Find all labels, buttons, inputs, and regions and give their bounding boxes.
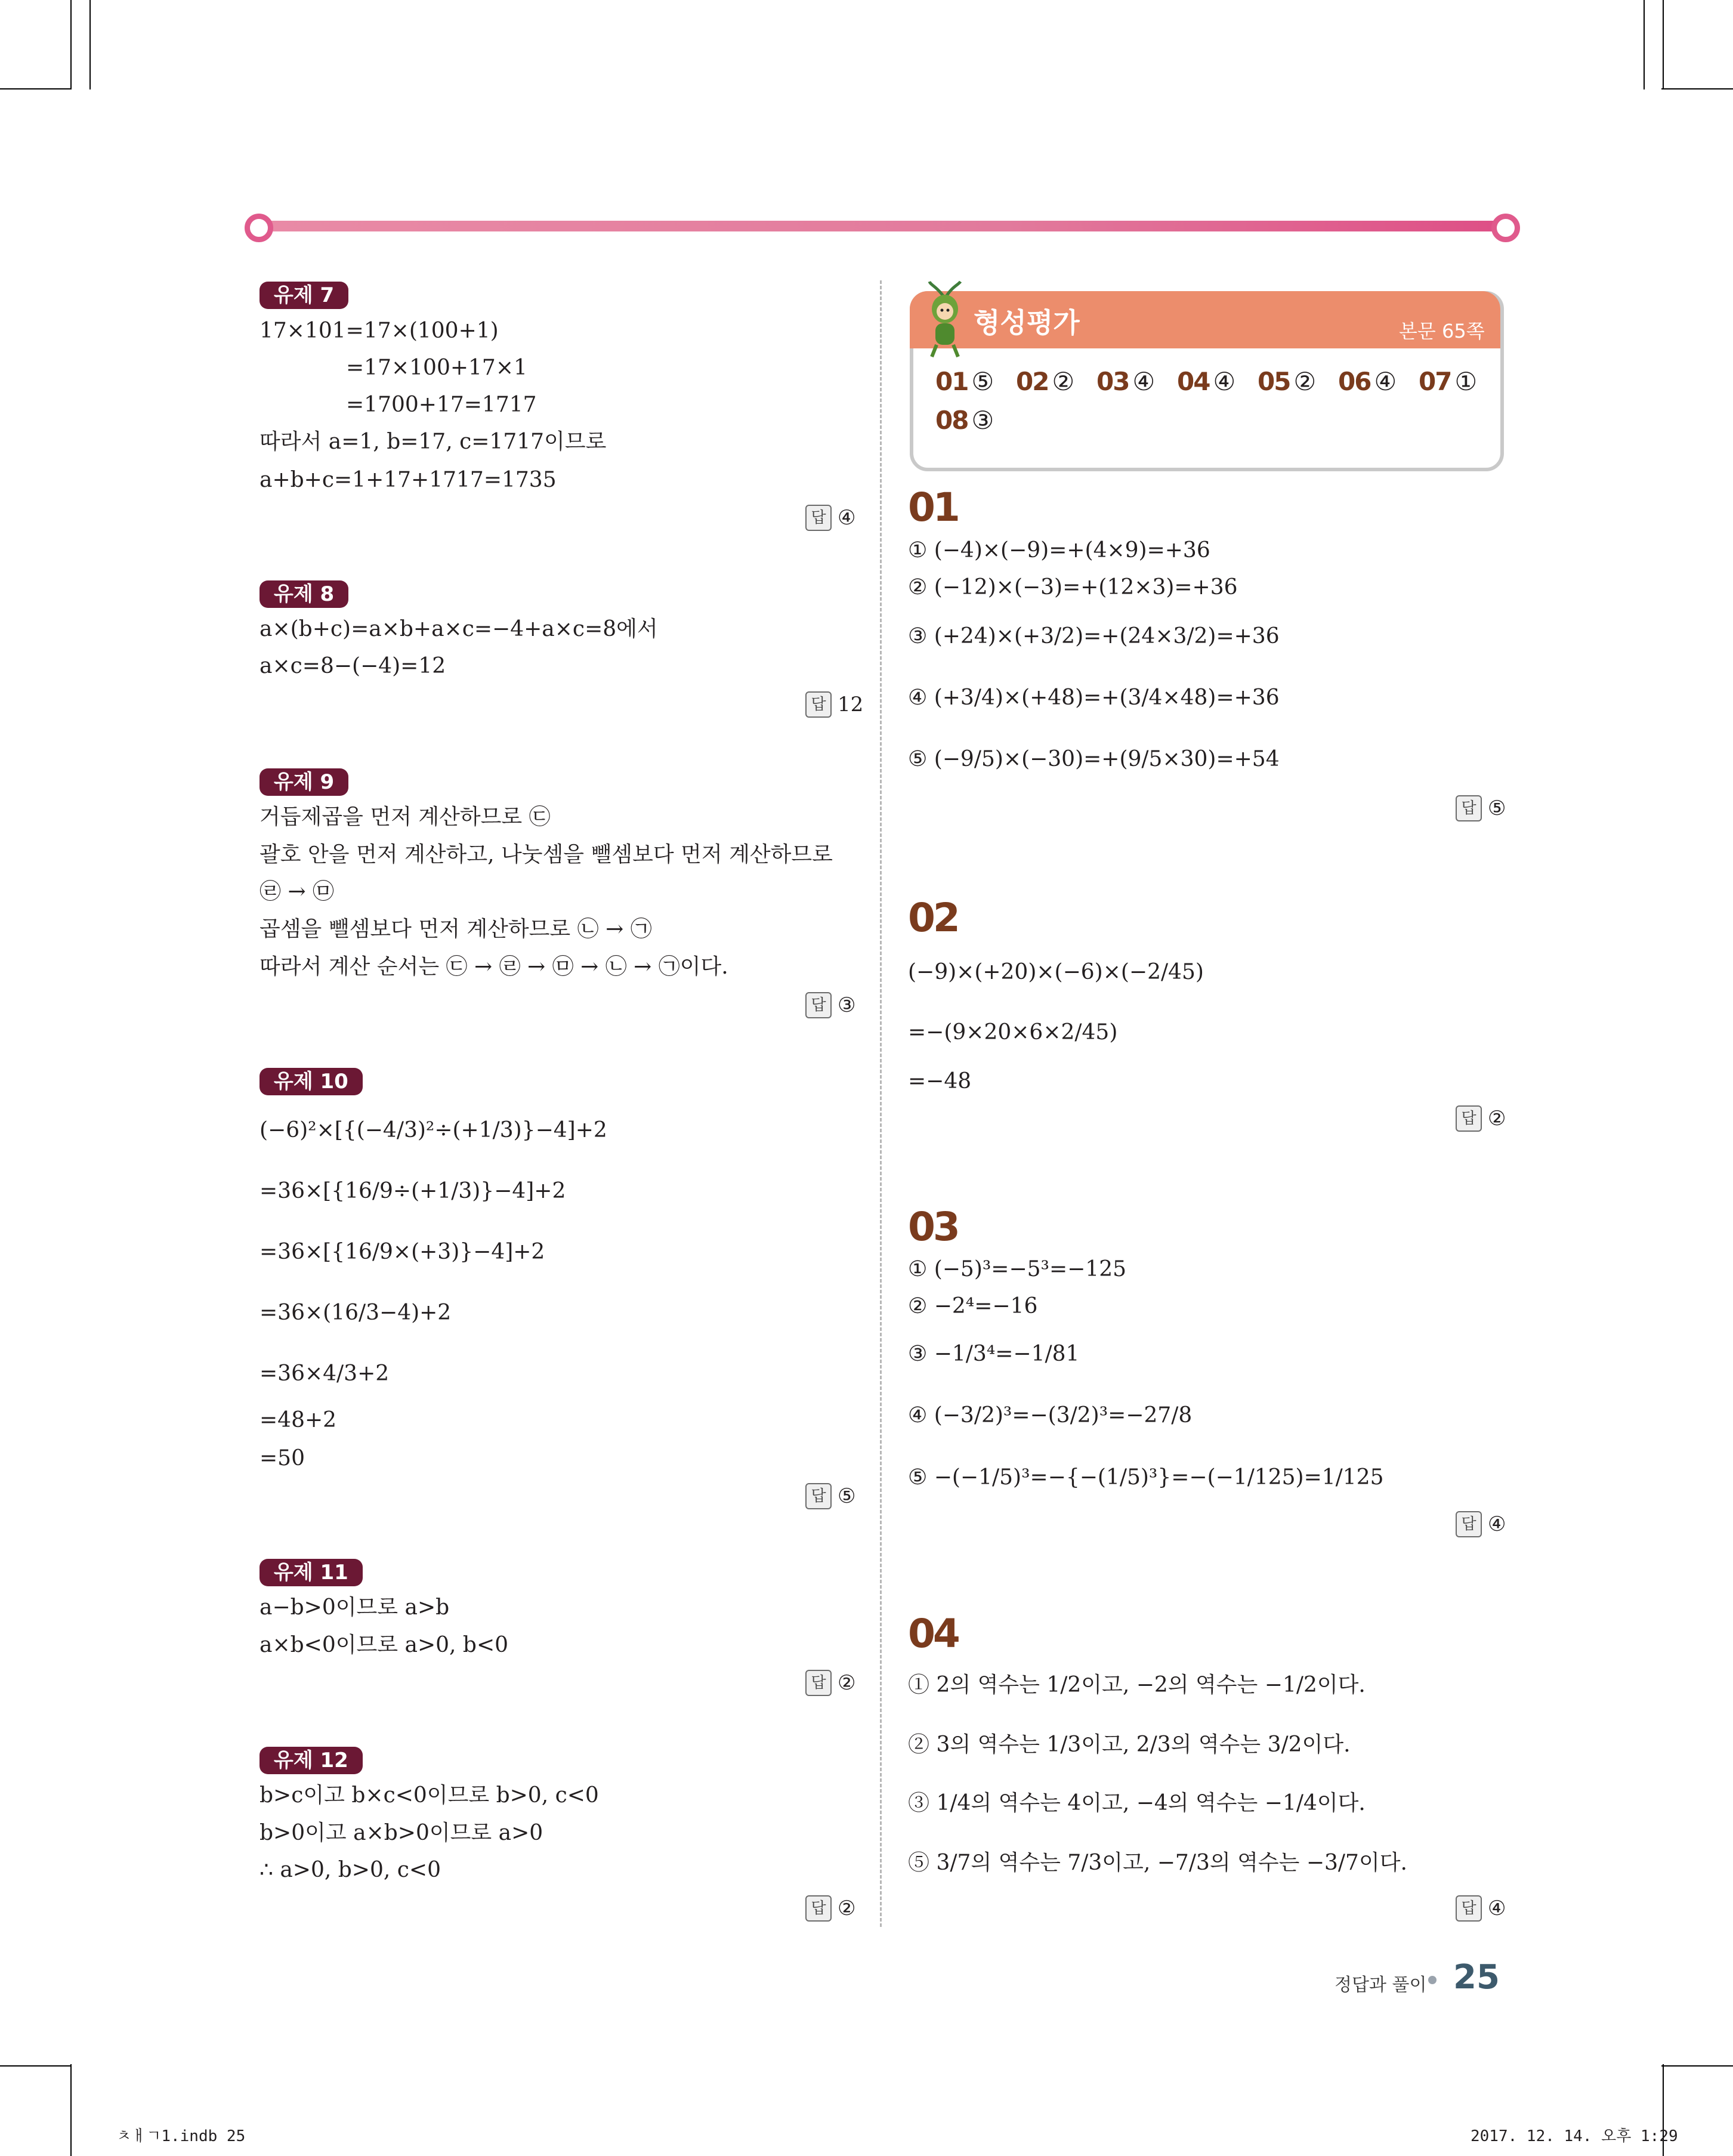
- answer-value: ⑤: [1488, 796, 1506, 820]
- q04-number: 04: [908, 1611, 958, 1657]
- answer-tag: 답: [1456, 795, 1482, 821]
- ex12-answer: [805, 1895, 855, 1922]
- q01-line: ⑤ (−9/5)×(−30)=+(9/5×30)=+54: [908, 747, 1280, 771]
- eval-item-number: 05: [1258, 367, 1290, 396]
- ex9-line: 곱셈을 뺄셈보다 먼저 계산하므로 ㉡ → ㉠: [260, 917, 652, 941]
- print-timestamp: 2017. 12. 14. 오후 1:29: [1471, 2127, 1678, 2145]
- ex9-line: 거듭제곱을 먼저 계산하므로 ㉢: [260, 805, 551, 829]
- ex9-line: ㉣ → ㉤: [260, 879, 335, 904]
- eval-item-answer: ③: [971, 406, 993, 435]
- q03-line: ③ −1/3⁴=−1/81: [908, 1342, 1080, 1366]
- top-rule: [254, 221, 1506, 231]
- answer-value: ④: [1488, 1896, 1506, 1920]
- ex10-line: =36×[{16/9÷(+1/3)}−4]+2: [260, 1179, 566, 1203]
- eval-item-answer: ②: [1052, 367, 1074, 396]
- ex8-line: a×(b+c)=a×b+a×c=−4+a×c=8에서: [260, 617, 658, 641]
- crop-mark: [1663, 0, 1664, 89]
- q01-number: 01: [908, 484, 958, 530]
- eval-item: [1419, 367, 1476, 396]
- top-rule-right-ring: [1491, 214, 1520, 242]
- answer-tag: 답: [1456, 1511, 1482, 1537]
- eval-item-number: 06: [1338, 367, 1371, 396]
- ex10-answer: [805, 1482, 855, 1510]
- eval-item-number: 01: [935, 367, 968, 396]
- ex11-line: a×b<0이므로 a>0, b<0: [260, 1633, 509, 1657]
- answer-tag: 답: [805, 992, 832, 1018]
- footer-dot: [1428, 1976, 1437, 1984]
- eval-item: [935, 406, 993, 435]
- eval-item: [935, 367, 993, 396]
- q03-line: ② −2⁴=−16: [908, 1294, 1038, 1318]
- q04-line: ③ 1/4의 역수는 4이고, −4의 역수는 −1/4이다.: [908, 1791, 1366, 1815]
- answer-value: ②: [838, 1896, 856, 1920]
- q03-line: ① (−5)³=−5³=−125: [908, 1257, 1127, 1281]
- answer-tag: 답: [805, 1895, 832, 1922]
- eval-item-number: 04: [1177, 367, 1210, 396]
- ex9-line: 괄호 안을 먼저 계산하고, 나눗셈을 뺄셈보다 먼저 계산하므로: [260, 842, 833, 867]
- ex9-answer: [805, 991, 855, 1019]
- ex8-badge: 유제 8: [260, 580, 348, 608]
- q02-line: =−(9×20×6×2/45): [908, 1020, 1118, 1045]
- q01-line: ③ (+24)×(+3/2)=+(24×3/2)=+36: [908, 624, 1280, 648]
- ex11-line: a−b>0이므로 a>b: [260, 1595, 450, 1620]
- ex12-badge: 유제 12: [260, 1747, 363, 1774]
- eval-item-number: 08: [935, 406, 968, 435]
- eval-item: [1096, 367, 1154, 396]
- ex12-line: ∴ a>0, b>0, c<0: [260, 1858, 441, 1882]
- ex11-badge: 유제 11: [260, 1559, 363, 1586]
- answer-tag: 답: [805, 1483, 832, 1509]
- q01-line: ② (−12)×(−3)=+(12×3)=+36: [908, 575, 1238, 600]
- q03-line: ⑤ −(−1/5)³=−{−(1/5)³}=−(−1/125)=1/125: [908, 1465, 1384, 1490]
- answer-tag: 답: [805, 505, 832, 531]
- crop-mark: [0, 88, 72, 89]
- crop-mark: [0, 2065, 72, 2067]
- crop-mark: [70, 2064, 72, 2156]
- q02-number: 02: [908, 895, 958, 941]
- ex7-badge: 유제 7: [260, 282, 348, 309]
- q03-line: ④ (−3/2)³=−(3/2)³=−27/8: [908, 1403, 1193, 1428]
- answer-value: ⑤: [838, 1484, 856, 1508]
- mascot-icon: [919, 280, 971, 358]
- column-divider: [880, 280, 882, 1927]
- ex9-badge: 유제 9: [260, 768, 348, 796]
- crop-mark: [1644, 0, 1645, 89]
- eval-item: [1258, 367, 1315, 396]
- answer-tag: 답: [805, 691, 832, 718]
- crop-mark: [1661, 88, 1733, 89]
- q04-answer: [1456, 1895, 1506, 1922]
- eval-item-answer: ④: [1374, 367, 1396, 396]
- q03-answer: [1456, 1511, 1506, 1538]
- crop-mark: [70, 0, 72, 89]
- answer-value: ②: [838, 1671, 856, 1695]
- eval-item-answer: ①: [1454, 367, 1476, 396]
- q01-answer: [1456, 795, 1506, 822]
- ex8-line: a×c=8−(−4)=12: [260, 654, 446, 678]
- q03-number: 03: [908, 1204, 958, 1250]
- ex7-line: 17×101=17×(100+1): [260, 319, 499, 343]
- footer-section: 정답과 풀이: [1334, 1975, 1427, 1996]
- ex10-line: =48+2: [260, 1408, 337, 1432]
- answer-value: ④: [838, 506, 856, 530]
- q01-line: ① (−4)×(−9)=+(4×9)=+36: [908, 538, 1210, 563]
- q04-line: ① 2의 역수는 1/2이고, −2의 역수는 −1/2이다.: [908, 1673, 1366, 1697]
- answer-tag: 답: [1456, 1105, 1482, 1132]
- q04-line: ⑤ 3/7의 역수는 7/3이고, −7/3의 역수는 −3/7이다.: [908, 1851, 1407, 1875]
- top-rule-left-ring: [245, 214, 273, 242]
- ex7-answer: [805, 504, 855, 532]
- ex9-line: 따라서 계산 순서는 ㉢ → ㉣ → ㉤ → ㉡ → ㉠이다.: [260, 955, 728, 979]
- answer-tag: 답: [1456, 1895, 1482, 1922]
- ex12-line: b>0이고 a×b>0이므로 a>0: [260, 1821, 543, 1845]
- page-number: 25: [1453, 1958, 1500, 1997]
- ex10-line: =36×4/3+2: [260, 1361, 390, 1386]
- eval-item: [1338, 367, 1395, 396]
- ex10-line: =36×(16/3−4)+2: [260, 1301, 452, 1325]
- ex7-line: =1700+17=1717: [346, 393, 537, 417]
- ex7-line: 따라서 a=1, b=17, c=1717이므로: [260, 430, 607, 454]
- answer-value: ②: [1488, 1107, 1506, 1130]
- crop-mark: [89, 0, 91, 89]
- eval-item-number: 02: [1016, 367, 1049, 396]
- eval-item-answer: ④: [1132, 367, 1154, 396]
- ex11-answer: [805, 1669, 855, 1697]
- q02-answer: [1456, 1105, 1506, 1132]
- eval-item: [1177, 367, 1234, 396]
- answer-value: 12: [838, 693, 864, 716]
- ex12-line: b>c이고 b×c<0이므로 b>0, c<0: [260, 1783, 599, 1808]
- q04-line: ② 3의 역수는 1/3이고, 2/3의 역수는 3/2이다.: [908, 1732, 1351, 1757]
- answer-tag: 답: [805, 1670, 832, 1696]
- eval-title: 형성평가: [974, 307, 1080, 339]
- answer-value: ③: [838, 993, 856, 1017]
- crop-mark: [1661, 2065, 1733, 2067]
- eval-item: [1016, 367, 1073, 396]
- eval-item-answer: ②: [1293, 367, 1315, 396]
- ex10-badge: 유제 10: [260, 1068, 363, 1095]
- ex10-line: =36×[{16/9×(+3)}−4]+2: [260, 1240, 545, 1264]
- ex10-line: =50: [260, 1446, 305, 1471]
- eval-item-number: 03: [1096, 367, 1129, 396]
- indb-filename: ㅊㅐㄱ1.indb 25: [116, 2127, 246, 2145]
- q02-line: (−9)×(+20)×(−6)×(−2/45): [908, 960, 1204, 984]
- ex7-line: a+b+c=1+17+1717=1735: [260, 468, 557, 492]
- eval-page-ref: 본문 65쪽: [1399, 320, 1485, 342]
- ex7-line: =17×100+17×1: [346, 356, 527, 380]
- q01-line: ④ (+3/4)×(+48)=+(3/4×48)=+36: [908, 685, 1280, 710]
- eval-item-number: 07: [1419, 367, 1451, 396]
- ex8-answer: [805, 691, 863, 718]
- eval-item-answer: ④: [1213, 367, 1235, 396]
- eval-item-answer: ⑤: [971, 367, 993, 396]
- answer-value: ④: [1488, 1512, 1506, 1536]
- ex10-line: (−6)²×[{(−4/3)²÷(+1/3)}−4]+2: [260, 1118, 607, 1142]
- q02-line: =−48: [908, 1069, 972, 1094]
